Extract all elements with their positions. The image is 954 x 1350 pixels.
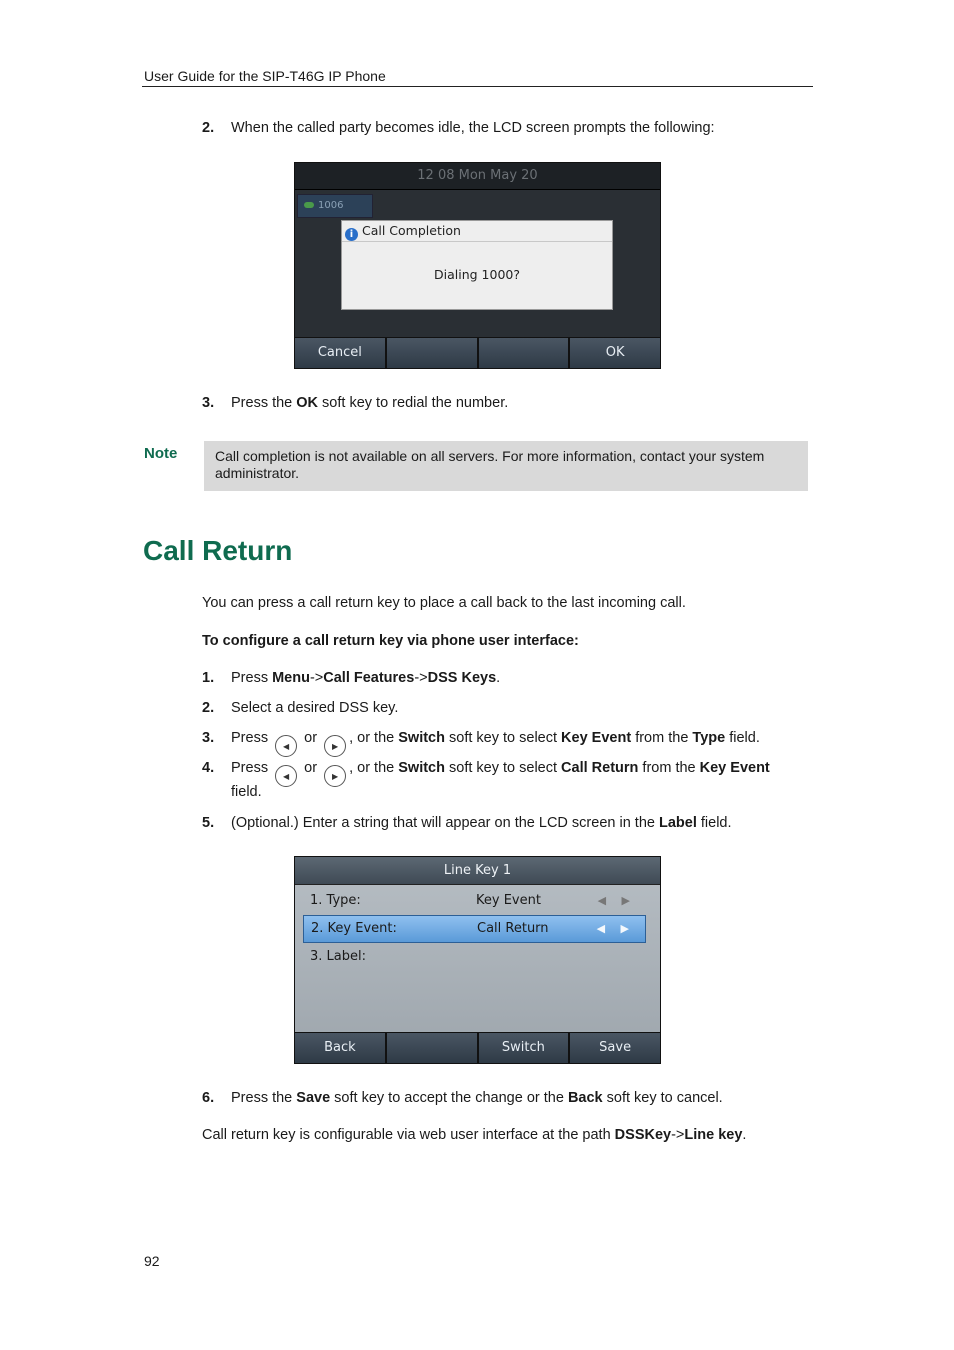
right-nav-icon: ▶ xyxy=(324,765,346,787)
lcd-line-key-screen xyxy=(294,856,661,1064)
key-event-row[interactable]: 2. Key Event: Call Return ◀ ▶ xyxy=(303,915,646,943)
left-nav-icon: ◀ xyxy=(275,765,297,787)
note-label: Note xyxy=(144,445,178,462)
procedure-title: To configure a call return key via phone user interface: xyxy=(202,633,579,649)
step-text: Press the OK soft key to redial the number. xyxy=(231,395,509,411)
empty-softkey[interactable] xyxy=(387,338,477,368)
empty-softkey[interactable] xyxy=(479,338,569,368)
running-header: User Guide for the SIP-T46G IP Phone xyxy=(144,68,386,84)
softkey-bar xyxy=(295,337,660,368)
line-label: 1006 xyxy=(318,200,344,211)
line-key-tab xyxy=(297,194,373,218)
step-text: When the called party becomes idle, the LCD screen prompts the following: xyxy=(231,120,715,136)
dialog-title-text: Call Completion xyxy=(362,223,461,238)
ok-key-name: OK xyxy=(296,395,319,411)
phone-icon xyxy=(304,202,314,208)
cancel-softkey[interactable]: Cancel xyxy=(295,338,385,368)
type-row[interactable]: 1. Type: Key Event ◀ ▶ xyxy=(303,888,646,914)
empty-softkey[interactable] xyxy=(387,1033,477,1063)
back-softkey[interactable]: Back xyxy=(295,1033,385,1063)
left-right-arrows-icon: ◀ ▶ xyxy=(597,894,636,907)
web-ui-path-note: Call return key is configurable via web user interface at the path DSSKey->Line key. xyxy=(202,1127,747,1143)
info-icon: i xyxy=(345,228,358,241)
switch-softkey[interactable]: Switch xyxy=(479,1033,569,1063)
step-number: 3. xyxy=(202,395,215,411)
dialog-title xyxy=(342,221,612,242)
section-title: Call Return xyxy=(143,535,293,566)
left-nav-icon: ◀ xyxy=(275,735,297,757)
page-number: 92 xyxy=(144,1253,160,1269)
lcd-status-bar: 12 08 Mon May 20 xyxy=(295,163,660,190)
dialog-message: Dialing 1000? xyxy=(434,267,520,282)
lcd-call-completion-screen xyxy=(294,162,661,369)
lcd-title-bar: Line Key 1 xyxy=(295,857,660,885)
left-right-arrows-icon: ◀ ▶ xyxy=(596,922,635,935)
note-text: Call completion is not available on all servers. For more information, contact your system administrator. xyxy=(215,448,765,481)
note-box xyxy=(204,441,808,491)
label-row[interactable]: 3. Label: xyxy=(310,949,366,964)
header-divider xyxy=(142,86,813,87)
right-nav-icon: ▶ xyxy=(324,735,346,757)
section-intro: You can press a call return key to place a call back to the last incoming call. xyxy=(202,595,686,611)
save-softkey[interactable]: Save xyxy=(570,1033,660,1063)
step-number: 2. xyxy=(202,120,215,136)
ok-softkey[interactable]: OK xyxy=(570,338,660,368)
softkey-bar xyxy=(295,1032,660,1063)
call-completion-dialog xyxy=(341,220,613,310)
